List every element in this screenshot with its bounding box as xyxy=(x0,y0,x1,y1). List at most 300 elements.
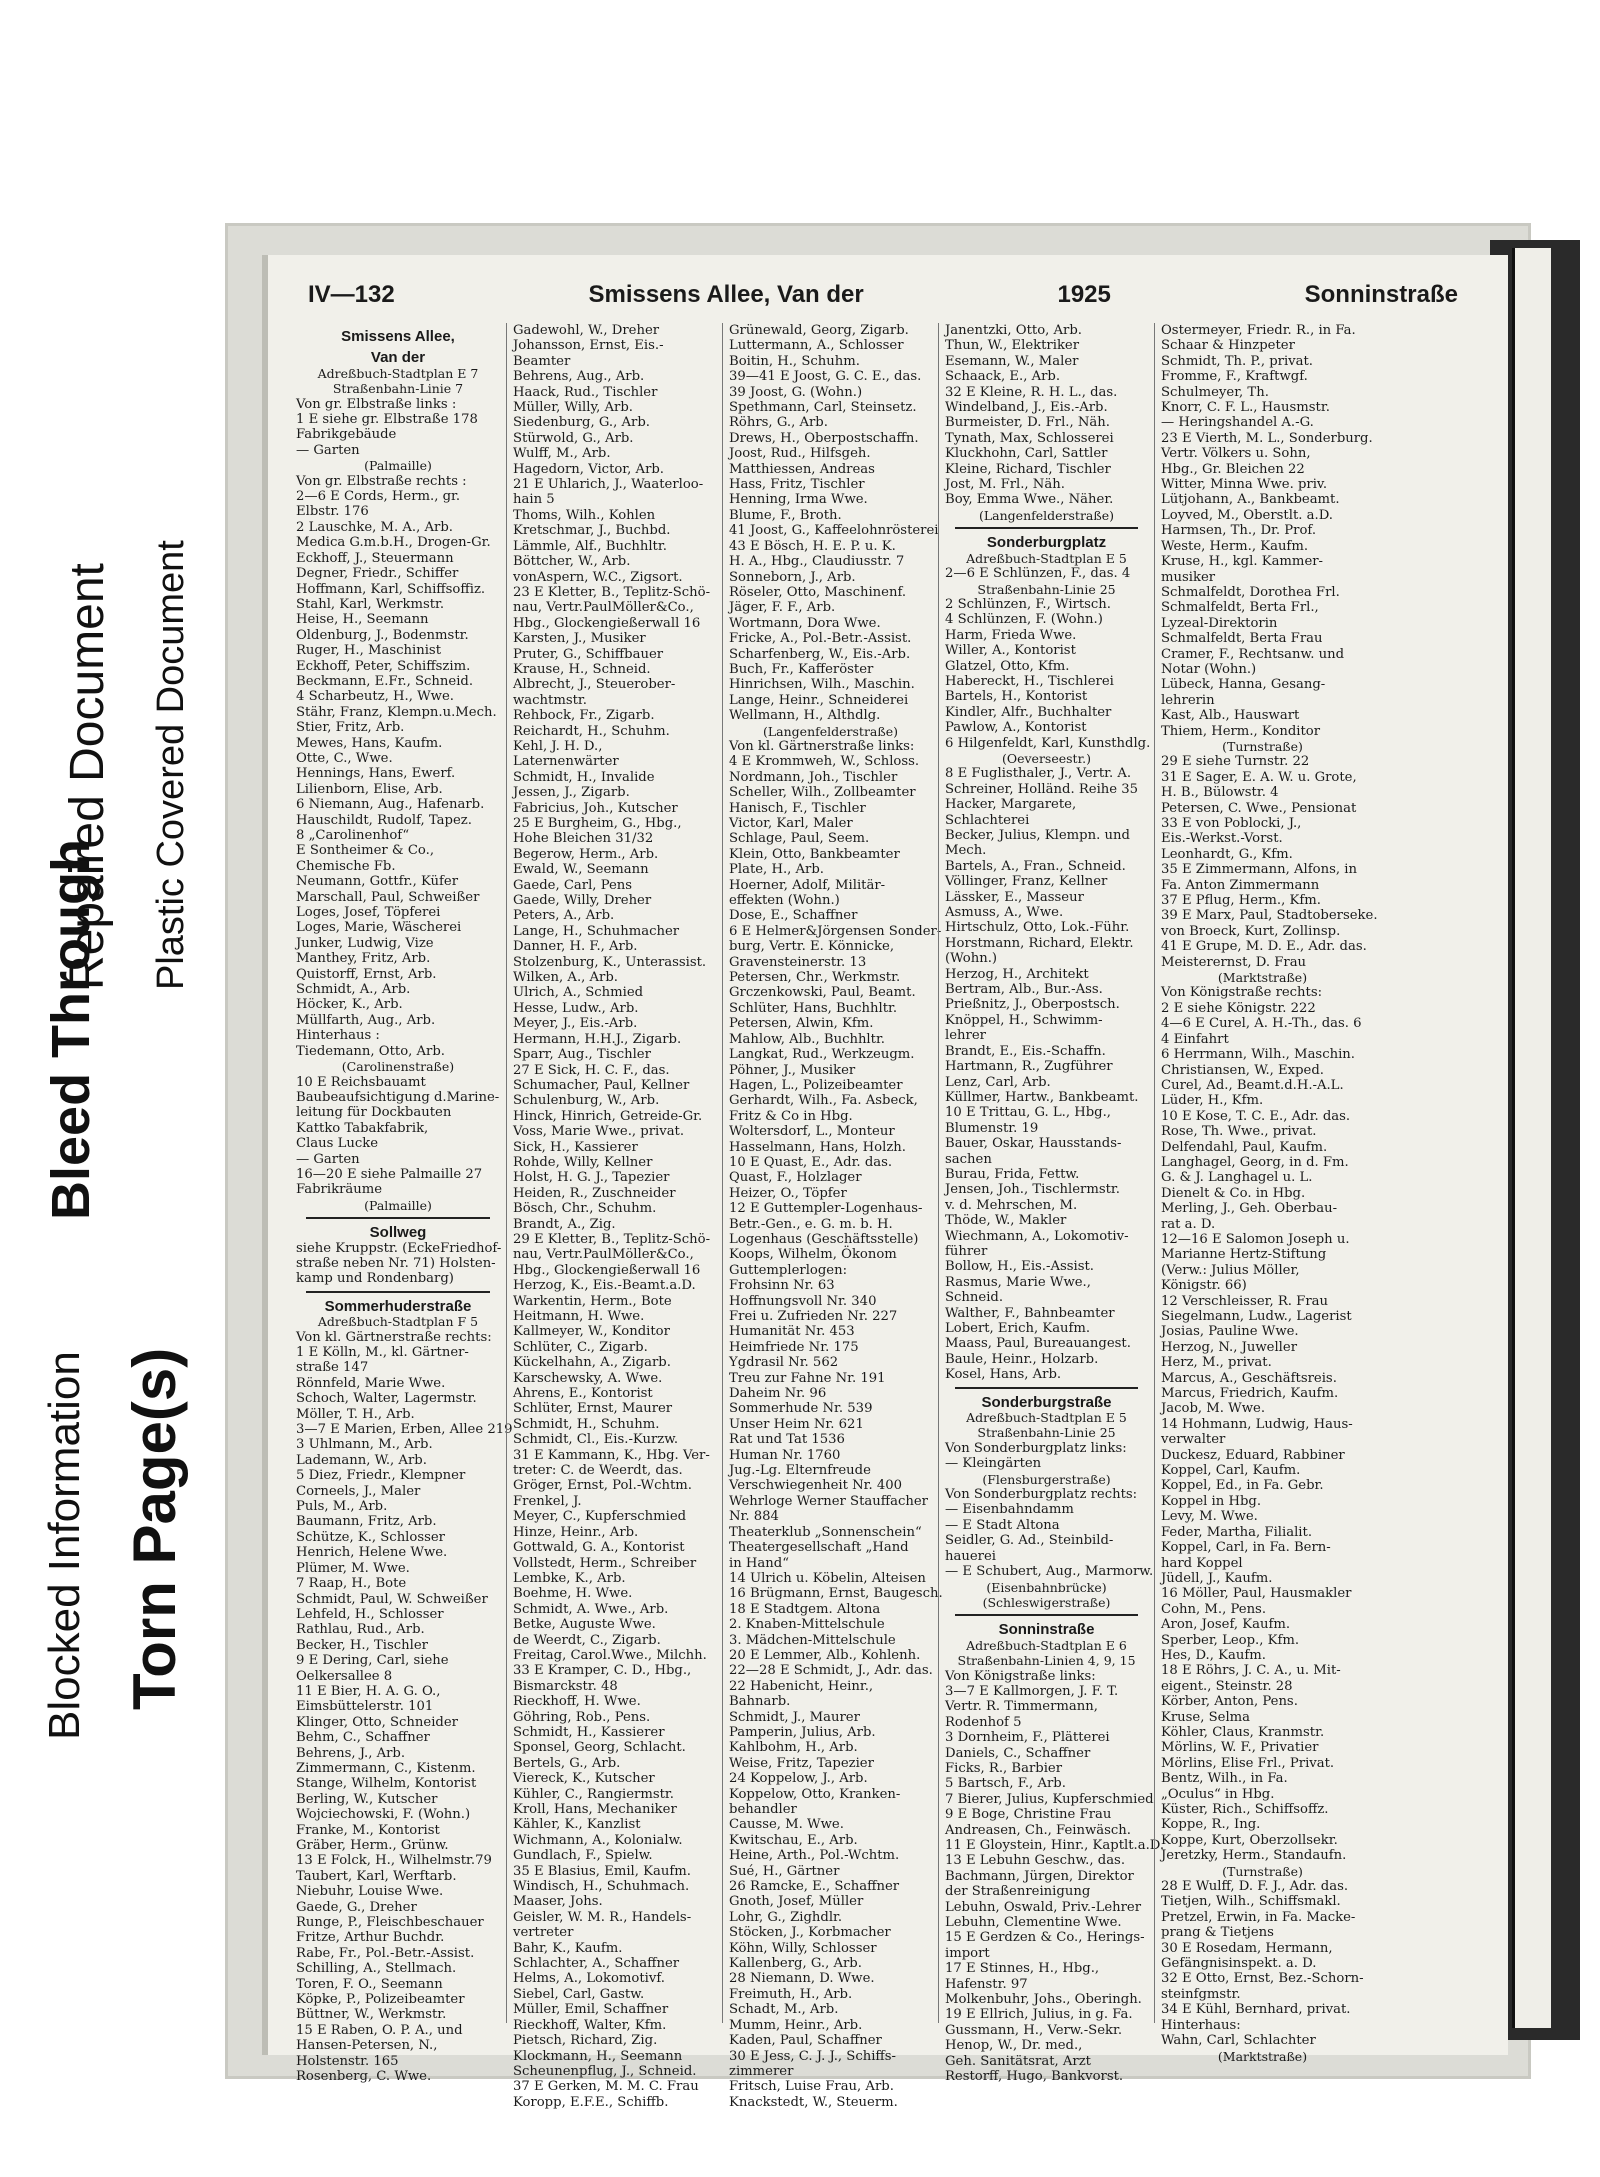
directory-entry: Heise, H., Seemann xyxy=(296,612,429,628)
directory-entry: Cohn, M., Pens. xyxy=(1161,1601,1267,1617)
directory-entry: Hennings, Hans, Ewerf. xyxy=(296,766,456,782)
street-range-left: Smissens Allee, Van der xyxy=(588,281,864,308)
directory-entry: musiker xyxy=(1161,569,1216,585)
directory-entry: 17 E Stinnes, H., Hbg., xyxy=(945,1961,1100,1977)
directory-entry: Frei u. Zufrieden Nr. 227 xyxy=(729,1309,898,1324)
column-1 xyxy=(290,323,513,2085)
directory-entry: — Garten xyxy=(296,442,360,458)
adjacent-page-strip xyxy=(1512,248,1551,2028)
directory-entry: 9 E Dering, Carl, siehe xyxy=(296,1653,449,1669)
directory-entry: Junker, Ludwig, Vize xyxy=(296,935,434,951)
directory-entry: Baubeaufsichtigung d.Marine- xyxy=(296,1089,500,1105)
directory-entry: Voss, Marie Wwe., privat. xyxy=(513,1124,685,1140)
directory-entry: Berling, W., Kutscher xyxy=(296,1791,438,1807)
directory-entry: Becker, Julius, Klempn. und xyxy=(945,828,1130,843)
directory-entry: Rosenberg, C. Wwe. xyxy=(296,2069,432,2085)
directory-entry: Hass, Fritz, Tischler xyxy=(729,477,865,493)
street-note: Adreßbuch-Stadtplan E 5 xyxy=(966,1410,1127,1426)
directory-entry: 10 E Kose, T. C. E., Adr. das. xyxy=(1161,1108,1351,1124)
directory-entry: Bahnarb. xyxy=(729,1694,791,1710)
directory-entry: 9 E Boge, Christine Frau xyxy=(945,1807,1112,1823)
directory-entry: Marianne Hertz-Stiftung xyxy=(1161,1247,1327,1263)
directory-entry: Lebuhn, Clementine Wwe. xyxy=(945,1915,1122,1931)
label-bleed-through: Bleed Through xyxy=(41,839,101,1220)
directory-entry: Koppe, Kurt, Oberzollsekr. xyxy=(1161,1832,1338,1848)
directory-entry: Delfendahl, Paul, Kaufm. xyxy=(1161,1139,1328,1155)
directory-entry: Koropp, E.F.E., Schiffb. xyxy=(513,2094,669,2110)
directory-entry: 2—6 E Schlünzen, F., das. 4 xyxy=(945,566,1131,582)
directory-entry: Toren, F. O., Seemann xyxy=(296,1976,443,1992)
directory-entry: 18 E Stadtgem. Altona xyxy=(729,1601,881,1617)
directory-entry: Koppelow, Otto, Kranken- xyxy=(729,1786,901,1802)
directory-entry: de Weerdt, C., Zigarb. xyxy=(513,1632,661,1648)
directory-entry: Lademann, W., Arb. xyxy=(296,1452,427,1468)
directory-entry: 12 Verschleisser, R. Frau xyxy=(1161,1293,1328,1309)
directory-entry: Thiem, Herm., Konditor xyxy=(1161,723,1321,739)
directory-entry: Knackstedt, W., Steuerm. xyxy=(729,2094,898,2110)
directory-entry: Schadt, M., Arb. xyxy=(729,2002,839,2018)
section-rule xyxy=(306,1291,490,1293)
directory-entry: Hinrichsen, Wilh., Maschin. xyxy=(729,677,915,693)
directory-entry: Guttemplerlogen: xyxy=(729,1262,848,1278)
directory-entry: Grczenkowski, Paul, Beamt. xyxy=(729,985,916,1001)
directory-entry: Von Königstraße rechts: xyxy=(1161,985,1323,1001)
directory-entry: Schaack, E., Arb. xyxy=(945,369,1061,385)
directory-entry: Marcus, Friedrich, Kaufm. xyxy=(1161,1386,1339,1402)
directory-entry: Lohr, G., Zighdlr. xyxy=(729,1909,843,1925)
directory-entry: Gnoth, Josef, Müller xyxy=(729,1894,864,1910)
directory-entry: 4 E Krommweh, W., Schloss. xyxy=(729,754,920,770)
directory-entry: Lässker, E., Masseur xyxy=(945,889,1084,905)
directory-entry: Röhrs, G., Arb. xyxy=(729,415,828,431)
directory-entry: Kroll, Hans, Mechaniker xyxy=(513,1802,677,1817)
street-range-right: Sonninstraße xyxy=(1304,281,1458,308)
directory-entry: Hes, D., Kaufm. xyxy=(1161,1647,1266,1663)
directory-entry: Joost, Rud., Hilfsgeh. xyxy=(729,446,871,462)
directory-entry: nau, Vertr.PaulMöller&Co., xyxy=(513,1247,694,1263)
directory-entry: Corneels, J., Maler xyxy=(296,1483,421,1499)
directory-entry: 20 E Lemmer, Alb., Kohlenh. xyxy=(729,1647,921,1663)
directory-entry: Pruter, G., Schiffbauer xyxy=(513,646,664,662)
directory-entry: Windisch, H., Schuhmach. xyxy=(513,1879,690,1895)
directory-entry: Völlinger, Franz, Kellner xyxy=(945,874,1108,890)
directory-entry: 10 E Quast, E., Adr. das. xyxy=(729,1154,893,1170)
directory-entry: 28 E Wulff, D. F. J., Adr. das. xyxy=(1161,1879,1349,1895)
directory-entry: 7 Raap, H., Bote xyxy=(296,1576,407,1592)
directory-entry: Henop, W., Dr. med., xyxy=(945,2038,1083,2054)
section-rule xyxy=(306,1217,490,1219)
directory-entry: Vollstedt, Herm., Schreiber xyxy=(513,1555,697,1571)
directory-entry: Victor, Karl, Maler xyxy=(729,816,853,831)
directory-entry: 7 Bierer, Julius, Kupferschmied xyxy=(945,1791,1154,1807)
directory-entry: Kretschmar, J., Buchbd. xyxy=(513,523,671,539)
directory-entry: Herzog, N., Juweller xyxy=(1161,1339,1298,1355)
directory-entry: Henrich, Helene Wwe. xyxy=(296,1545,448,1561)
directory-entry: führer xyxy=(945,1243,988,1259)
directory-entry: Röseler, Otto, Maschinenf. xyxy=(729,584,907,600)
year: 1925 xyxy=(1057,281,1111,308)
directory-entry: 5 Diez, Friedr., Klempner xyxy=(296,1468,466,1484)
directory-entry: Kruse, Selma xyxy=(1161,1709,1251,1725)
directory-entry: Runge, P., Fleischbeschauer xyxy=(296,1915,484,1931)
directory-entry: Bartels, H., Kontorist xyxy=(945,689,1088,705)
directory-entry: Baumann, Fritz, Arb. xyxy=(296,1514,437,1530)
directory-entry: Sommerhude Nr. 539 xyxy=(729,1401,873,1417)
directory-entry: 6 Herrmann, Wilh., Maschin. xyxy=(1161,1047,1355,1063)
directory-entry: Küster, Rich., Schiffsoffz. xyxy=(1161,1802,1329,1817)
street-heading: Smissens Allee, xyxy=(341,328,455,345)
directory-entry: „Oculus“ in Hbg. xyxy=(1161,1786,1275,1802)
street-note: (Schleswigerstraße) xyxy=(982,1594,1111,1610)
directory-entry: Koppel, Carl, in Fa. Bern- xyxy=(1161,1540,1331,1556)
directory-entry: Eckhoff, Peter, Schiffszim. xyxy=(296,658,471,674)
directory-entry: lehrerin xyxy=(1161,692,1215,708)
directory-entry: Bismarckstr. 48 xyxy=(513,1678,618,1694)
street-note: Straßenbahn-Linie 25 xyxy=(977,1425,1116,1441)
directory-entry: 5 Bartsch, F., Arb. xyxy=(945,1776,1066,1792)
directory-entry: Humanität Nr. 453 xyxy=(729,1324,855,1340)
street-note: (Palmaille) xyxy=(364,1197,432,1213)
directory-entry: Nordmann, Joh., Tischler xyxy=(729,769,898,785)
page-header xyxy=(308,275,1458,315)
directory-entry: 15 E Raben, O. P. A., und xyxy=(296,2022,463,2038)
directory-entry: Kindler, Alfr., Buchhalter xyxy=(945,704,1112,720)
directory-entry: H. B., Bülowstr. 4 xyxy=(1161,785,1279,801)
directory-entry: Gravensteinerstr. 13 xyxy=(729,954,867,970)
directory-entry: Loges, Marie, Wäscherei xyxy=(296,920,462,936)
directory-entry: Meisterernst, D. Frau xyxy=(1161,954,1307,970)
directory-entry: Gefängnisinspekt. a. D. xyxy=(1161,1956,1317,1972)
street-note: (Oeverseestr.) xyxy=(1001,750,1092,766)
directory-entry: Loyved, M., Oberstlt. a.D. xyxy=(1161,507,1333,523)
directory-entry: Von gr. Elbstraße rechts : xyxy=(296,473,467,489)
directory-entry: Pietsch, Richard, Zig. xyxy=(513,2033,658,2049)
directory-entry: Hafenstr. 97 xyxy=(945,1976,1028,1992)
directory-entry: 14 Hohmann, Ludwig, Haus- xyxy=(1161,1416,1353,1432)
street-note: Adreßbuch-Stadtplan E 5 xyxy=(966,550,1127,566)
directory-entry: import xyxy=(945,1945,990,1961)
street-note: (Palmaille) xyxy=(364,458,432,474)
directory-entry: Tiedemann, Otto, Arb. xyxy=(296,1043,445,1059)
directory-entry: G. & J. Langhagel u. L. xyxy=(1161,1170,1313,1186)
directory-entry: 2 Lauschke, M. A., Arb. xyxy=(296,519,453,535)
directory-entry: Ostermeyer, Friedr. R., in Fa. xyxy=(1161,323,1356,338)
directory-entry: Holstenstr. 165 xyxy=(296,2053,399,2069)
directory-entry: 31 E Sager, E. A. W. u. Grote, xyxy=(1161,769,1357,785)
directory-entry: 3—7 E Kallmorgen, J. F. T. xyxy=(945,1683,1119,1699)
directory-entry: Ewald, W., Seemann xyxy=(513,862,649,878)
directory-entry: Schmidt, H., Kassierer xyxy=(513,1724,665,1740)
directory-entry: Wojciechowski, F. (Wohn.) xyxy=(296,1807,471,1823)
directory-entry: Viereck, K., Kutscher xyxy=(513,1771,655,1787)
directory-entry: Lämmle, Alf., Buchhltr. xyxy=(513,538,667,554)
directory-entry: Siedenburg, G., Arb. xyxy=(513,415,650,431)
directory-entry: Weise, Fritz, Tapezier xyxy=(729,1755,874,1771)
directory-entry: treter: C. de Weerdt, das. xyxy=(513,1463,683,1479)
directory-entry: 12—16 E Salomon Joseph u. xyxy=(1161,1231,1350,1247)
directory-entry: Schmalfeldt, Berta Frau xyxy=(1161,631,1323,647)
directory-entry: Heizer, O., Töpfer xyxy=(729,1185,847,1201)
directory-entry: 34 E Kühl, Bernhard, privat. xyxy=(1161,2002,1351,2018)
directory-entry: rat a. D. xyxy=(1161,1216,1216,1232)
directory-entry: Gerhardt, Wilh., Fa. Asbeck, xyxy=(729,1093,918,1109)
directory-entry: Drews, H., Oberpostschaffn. xyxy=(729,430,919,446)
directory-entry: Medica G.m.b.H., Drogen-Gr. xyxy=(296,535,491,551)
directory-entry: Grünewald, Georg, Zigarb. xyxy=(729,323,909,338)
directory-entry: Quistorff, Ernst, Arb. xyxy=(296,966,437,982)
directory-entry: Kühler, C., Rangiermstr. xyxy=(513,1786,674,1802)
directory-entry: Scharfenberg, W., Eis.-Arb. xyxy=(729,646,911,662)
directory-entry: Plümer, M. Wwe. xyxy=(296,1560,410,1576)
directory-entry: Sperber, Leop., Kfm. xyxy=(1161,1632,1300,1648)
directory-entry: 30 E Jess, C. J. J., Schiffs- xyxy=(729,2048,897,2064)
directory-entry: Bollow, H., Eis.-Assist. xyxy=(945,1259,1094,1275)
directory-entry: Meyer, C., Kupferschmied xyxy=(513,1509,687,1525)
directory-entry: hard Koppel xyxy=(1161,1555,1243,1571)
directory-entry: Kahlbohm, H., Arb. xyxy=(729,1740,858,1756)
directory-entry: Puls, M., Arb. xyxy=(296,1499,388,1515)
directory-entry: Köhn, Willy, Schlosser xyxy=(729,1940,877,1956)
directory-entry: Begerow, Herm., Arb. xyxy=(513,846,659,862)
directory-entry: Matthiessen, Andreas xyxy=(729,461,875,477)
directory-entry: Asmuss, A., Wwe. xyxy=(945,905,1064,921)
column-5 xyxy=(1154,323,1378,2064)
directory-entry: Kattko Tabakfabrik, xyxy=(296,1120,429,1136)
directory-entry: 4 Scharbeutz, H., Wwe. xyxy=(296,689,454,705)
directory-entry: Sponsel, Georg, Schlacht. xyxy=(513,1740,686,1756)
directory-entry: Küllmer, Hartw., Bankbeamt. xyxy=(945,1089,1139,1105)
directory-entry: Stähr, Franz, Klempn.u.Mech. xyxy=(296,704,497,720)
directory-entry: Geh. Sanitätsrat, Arzt xyxy=(945,2053,1091,2069)
directory-entry: Jacob, M. Wwe. xyxy=(1161,1401,1266,1417)
directory-entry: Fabrikgebäude xyxy=(296,427,397,443)
directory-entry: 22 Habenicht, Heinr., xyxy=(729,1678,874,1694)
directory-entry: Boitin, H., Schuhm. xyxy=(729,353,860,369)
directory-entry: Maaser, Johs. xyxy=(513,1894,603,1910)
directory-entry: Rose, Th. Wwe., privat. xyxy=(1161,1124,1317,1140)
directory-entry: Schmidt, Paul, W. Schweißer xyxy=(296,1591,488,1607)
directory-entry: Meyer, J., Eis.-Arb. xyxy=(513,1016,638,1032)
directory-entry: 4 Einfahrt xyxy=(1161,1031,1229,1047)
directory-entry: Burmeister, D. Frl., Näh. xyxy=(945,415,1110,431)
column-4 xyxy=(938,323,1165,2085)
directory-entry: Hinck, Hinrich, Getreide-Gr. xyxy=(513,1108,703,1124)
directory-entry: eigent., Steinstr. 28 xyxy=(1161,1678,1293,1694)
directory-entry: Rodenhof 5 xyxy=(945,1714,1022,1730)
directory-entry: Loges, Josef, Töpferei xyxy=(296,905,441,921)
directory-entry: Warkentin, Herm., Bote xyxy=(513,1293,672,1309)
directory-entry: 26 Ramcke, E., Schaffner xyxy=(729,1879,900,1895)
directory-entry: Habereckt, H., Tischlerei xyxy=(945,673,1114,689)
directory-entry: 27 E Sick, H. C. F., das. xyxy=(513,1062,670,1078)
directory-entry: Müller, Willy, Arb. xyxy=(513,400,633,416)
directory-entry: — Eisenbahndamm xyxy=(945,1502,1074,1518)
directory-entry: Hoffnungsvoll Nr. 340 xyxy=(729,1293,877,1309)
street-note: (Turnstraße) xyxy=(1222,738,1303,754)
directory-entry: Walther, F., Bahnbeamter xyxy=(945,1305,1115,1321)
directory-entry: 24 Koppelow, J., Arb. xyxy=(729,1771,868,1787)
directory-entry: Schlachterei xyxy=(945,812,1030,828)
directory-entry: Rieckhoff, Walter, Kfm. xyxy=(513,2017,667,2033)
directory-entry: Andreasen, Ch., Feinwäsch. xyxy=(945,1822,1131,1838)
directory-entry: Thun, W., Elektriker xyxy=(945,338,1080,354)
directory-entry: Schoch, Walter, Lagermstr. xyxy=(296,1391,477,1407)
directory-entry: Blumenstr. 19 xyxy=(945,1120,1039,1136)
directory-entry: 8 „Carolinenhof“ xyxy=(296,828,410,843)
directory-entry: Gräber, Herm., Grünw. xyxy=(296,1838,449,1853)
directory-entry: Schumacher, Paul, Kellner xyxy=(513,1077,690,1093)
directory-entry: Gaede, G., Dreher xyxy=(296,1899,417,1915)
directory-entry: Schneid. xyxy=(945,1290,1004,1306)
directory-entry: Rathlau, Rud., Arb. xyxy=(296,1622,425,1638)
directory-entry: Marschall, Paul, Schweißer xyxy=(296,889,480,905)
street-note: Straßenbahn-Linie 7 xyxy=(332,381,464,397)
directory-entry: Schütze, K., Schlosser xyxy=(296,1529,445,1545)
directory-entry: Rönnfeld, Marie Wwe. xyxy=(296,1375,446,1391)
directory-entry: Hbg., Glockengießerwall 16 xyxy=(513,1262,701,1278)
directory-entry: Böttcher, W., Arb. xyxy=(513,554,631,570)
directory-entry: der Straßenreinigung xyxy=(945,1884,1091,1900)
directory-entry: Mahlow, Alb., Buchhltr. xyxy=(729,1031,885,1047)
directory-entry: Brandt, E., Eis.-Schaffn. xyxy=(945,1043,1106,1059)
directory-entry: Jensen, Joh., Tischlermstr. xyxy=(945,1182,1120,1198)
directory-entry: Leonhardt, G., Kfm. xyxy=(1161,846,1293,862)
directory-entry: Oldenburg, J., Bodenmstr. xyxy=(296,627,469,643)
directory-entry: Ygdrasil Nr. 562 xyxy=(729,1355,839,1371)
directory-entry: wachtmstr. xyxy=(513,692,587,708)
directory-entry: 2. Knaben-Mittelschule xyxy=(729,1617,885,1633)
directory-entry: Mörlins, W. F., Privatier xyxy=(1161,1740,1319,1756)
directory-entry: Hanisch, F., Tischler xyxy=(729,800,866,816)
directory-entry: 32 E Otto, Ernst, Bez.-Schorn- xyxy=(1161,1971,1364,1987)
directory-entry: Prießnitz, J., Oberpostsch. xyxy=(945,997,1120,1013)
directory-entry: 13 E Lebuhn Geschw., das. xyxy=(945,1853,1126,1869)
directory-entry: 14 Ulrich u. Köbelin, Alteisen xyxy=(729,1570,926,1586)
directory-entry: Quast, F., Holzlager xyxy=(729,1170,862,1186)
street-note: (Turnstraße) xyxy=(1222,1863,1303,1879)
directory-entry: Hinterhaus: xyxy=(1161,2017,1241,2033)
directory-entry: Freimuth, H., Arb. xyxy=(729,1986,853,2002)
street-heading: Sonderburgplatz xyxy=(986,534,1107,552)
directory-entry: Kückelhahn, A., Zigarb. xyxy=(513,1355,671,1371)
directory-entry: lehrer xyxy=(945,1028,986,1044)
directory-entry: Pöhner, J., Musiker xyxy=(729,1062,856,1078)
directory-entry: Kehl, J. H. D., xyxy=(513,738,603,754)
directory-entry: Schreiner, Holländ. Reihe 35 xyxy=(945,781,1139,797)
directory-entry: hauerei xyxy=(945,1548,996,1564)
directory-entry: Fabrikräume xyxy=(296,1182,383,1198)
directory-entry: Knorr, C. F. L., Hausmstr. xyxy=(1161,400,1330,416)
directory-entry: Blume, F., Broth. xyxy=(729,507,842,523)
directory-entry: Schilling, A., Stellmach. xyxy=(296,1961,457,1977)
directory-entry: 16—20 E siehe Palmaille 27 xyxy=(296,1166,483,1182)
street-note: (Eisenbahnbrücke) xyxy=(986,1579,1107,1595)
directory-entry: 39 Joost, G. (Wohn.) xyxy=(729,384,863,400)
directory-entry: 16 Brügmann, Ernst, Baugesch. xyxy=(729,1586,943,1602)
directory-entry: Baule, Heinr., Holzarb. xyxy=(945,1351,1099,1367)
directory-entry: Helms, A., Lokomotivf. xyxy=(513,1971,665,1987)
directory-entry: Maass, Paul, Bureauangest. xyxy=(945,1336,1131,1352)
directory-entry: Chemische Fb. xyxy=(296,858,396,874)
directory-entry: 3 Dornheim, F., Plätterei xyxy=(945,1730,1110,1746)
directory-entry: prang & Tietjens xyxy=(1161,1925,1274,1941)
directory-entry: 8 E Fuglisthaler, J., Vertr. A. xyxy=(945,766,1132,782)
directory-entry: 3—7 E Marien, Erben, Allee 219 xyxy=(296,1422,513,1438)
directory-entry: Herzog, K., Eis.-Beamt.a.D. xyxy=(513,1278,696,1294)
directory-entry: Bauer, Oskar, Hausstands- xyxy=(945,1136,1122,1152)
directory-entry: Mumm, Heinr., Arb. xyxy=(729,2017,863,2033)
directory-entry: effekten (Wohn.) xyxy=(729,893,840,909)
directory-entry: 2 Schlünzen, F., Wirtsch. xyxy=(945,596,1111,612)
directory-entry: Langhagel, Georg, in d. Fm. xyxy=(1161,1154,1349,1170)
street-heading: Van der xyxy=(370,349,426,367)
directory-entry: 4 Schlünzen, F. (Wohn.) xyxy=(945,612,1103,628)
directory-entry: Boy, Emma Wwe., Näher. xyxy=(945,492,1114,508)
directory-entry: Frohsinn Nr. 63 xyxy=(729,1278,835,1294)
directory-entry: Logenhaus (Geschäftsstelle) xyxy=(729,1231,919,1247)
directory-entry: Bertels, G., Arb. xyxy=(513,1755,621,1771)
directory-entry: Stöcken, J., Korbmacher xyxy=(729,1925,891,1941)
directory-entry: 16 Möller, Paul, Hausmakler xyxy=(1161,1586,1352,1602)
directory-entry: Laternenwärter xyxy=(513,754,619,770)
directory-entry: Dienelt & Co. in Hbg. xyxy=(1161,1185,1306,1201)
directory-entry: vertreter xyxy=(513,1925,574,1941)
directory-entry: 10 E Reichsbauamt xyxy=(296,1074,426,1090)
directory-entry: Levy, M. Wwe. xyxy=(1161,1509,1258,1525)
directory-entry: 3. Mädchen-Mittelschule xyxy=(729,1632,896,1648)
directory-entry: 23 E Kletter, B., Teplitz-Schö- xyxy=(513,584,711,600)
directory-entry: Hbg., Gr. Bleichen 22 xyxy=(1161,461,1305,477)
directory-entry: 6 Niemann, Aug., Hafenarb. xyxy=(296,797,485,813)
directory-entry: Beckmann, E.Fr., Schneid. xyxy=(296,673,474,689)
directory-entry: Schmidt, A. Wwe., Arb. xyxy=(513,1601,669,1617)
directory-entry: Hoffmann, Karl, Schiffsoffiz. xyxy=(296,581,486,597)
section-rule xyxy=(955,1614,1138,1616)
directory-entry: Koops, Wilhelm, Ökonom xyxy=(729,1247,897,1263)
directory-entry: von Broeck, Kurt, Zollinsp. xyxy=(1161,923,1341,939)
directory-entry: Holst, H. G. J., Tapezier xyxy=(513,1170,670,1186)
directory-entry: Gussmann, H., Verw.-Sekr. xyxy=(945,2022,1123,2038)
directory-entry: H. A., Hbg., Claudiusstr. 7 xyxy=(729,554,905,570)
directory-entry: 22—28 E Schmidt, J., Adr. das. xyxy=(729,1663,933,1679)
directory-entry: Weste, Herm., Kaufm. xyxy=(1161,538,1309,554)
directory-entry: Fa. Anton Zimmermann xyxy=(1161,877,1320,893)
directory-entry: Hacker, Margarete, xyxy=(945,797,1077,813)
directory-entry: Karschewsky, A. Wwe. xyxy=(513,1370,663,1386)
directory-entry: v. d. Mehrschen, M. xyxy=(945,1197,1078,1213)
directory-entry: Vertr. Völkers u. Sohn, xyxy=(1161,446,1311,462)
street-note: Adreßbuch-Stadtplan E 7 xyxy=(317,365,479,381)
directory-entry: Janentzki, Otto, Arb. xyxy=(945,323,1082,338)
directory-entry: — Garten xyxy=(296,1151,360,1167)
directory-entry: Bachmann, Jürgen, Direktor xyxy=(945,1868,1134,1884)
directory-entry: Gröger, Ernst, Pol.-Wchtm. xyxy=(513,1478,692,1494)
directory-entry: 1 E siehe gr. Elbstraße 178 xyxy=(296,412,478,428)
directory-entry: Von Königstraße links: xyxy=(945,1668,1096,1684)
directory-entry: Hesse, Ludw., Arb. xyxy=(513,1000,639,1016)
street-note: (Langenfelderstraße) xyxy=(762,723,899,739)
directory-entry: Plate, H., Arb. xyxy=(729,862,824,878)
directory-entry: Kruse, H., kgl. Kammer- xyxy=(1161,554,1324,570)
directory-entry: Schaar & Hinzpeter xyxy=(1161,338,1295,354)
directory-entry: Sparr, Aug., Tischler xyxy=(513,1047,651,1063)
directory-entry: Eis.-Werkst.-Vorst. xyxy=(1161,831,1283,847)
directory-entry: Albrecht, J., Steuerober- xyxy=(513,677,676,693)
directory-entry: Scheller, Wilh., Zollbeamter xyxy=(729,785,916,801)
directory-entry: Boehme, H. Wwe. xyxy=(513,1586,633,1602)
directory-entry: Marcus, A., Geschäftsreis. xyxy=(1161,1370,1337,1386)
directory-entry: Wellmann, H., Althdlg. xyxy=(729,708,881,724)
